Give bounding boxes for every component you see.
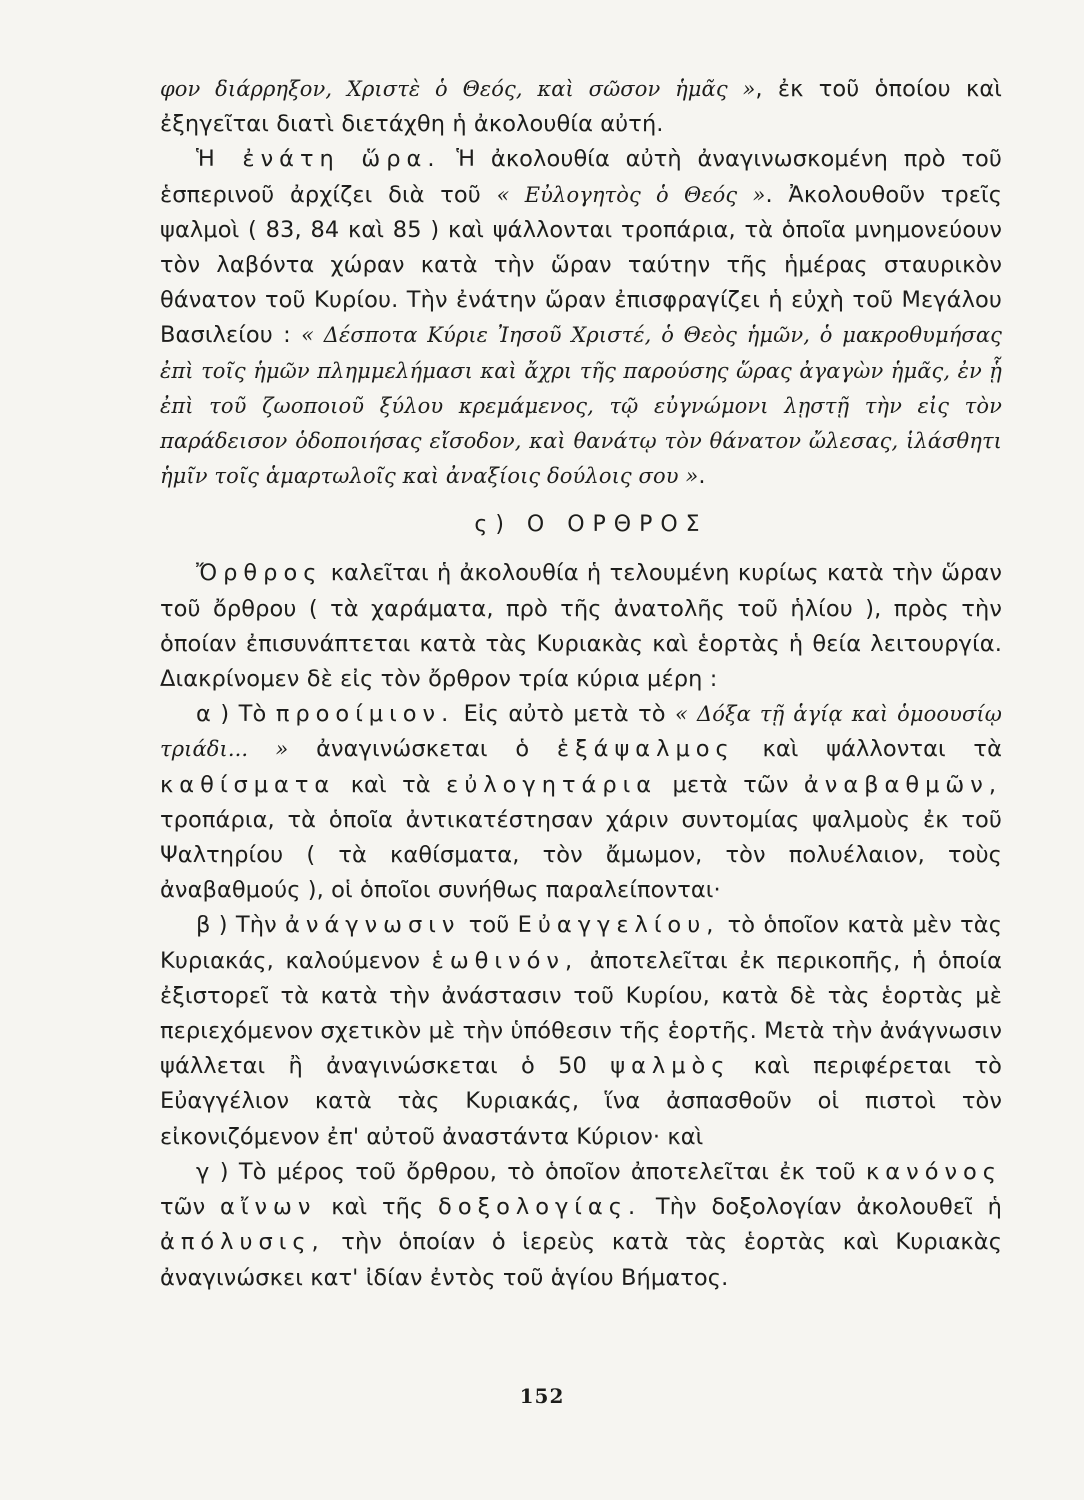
text-run: Ἡ ἀκολουθία αὐτὴ ἀναγινωσκομένη πρὸ τοῦ ἑσπερινοῦ ἀρχίζει διὰ τοῦ [160,146,1003,208]
term-ninth-hour: Ἡ ἐνάτη ὥρα. [196,146,441,173]
text-run: καὶ περιφέρεται τὸ Εὐαγγέλιον κατὰ τὰς Κυριακάς, ἵνα ἀσπασθοῦν οἱ πιστοὶ τὸν εἰκονιζόμενον ἐπ' αὐτοῦ ἀναστάντα Κύριον· καὶ [160,1053,1002,1150]
page-body [160,72,1002,1296]
text-run: β ) Τὴν [196,912,286,939]
paragraph-part-c [160,1155,1002,1296]
text-run: καὶ τὰ [335,771,447,798]
term-evlogitaria: εὐλογητάρια [446,771,658,798]
term-doxologias: δοξολογίας. [438,1194,642,1221]
paragraph-ninth-hour [160,142,1002,494]
paragraph-part-b [160,908,1002,1154]
text-run: τῶν [160,1194,221,1221]
quote-doxa: « Δόξα τῇ ἁγίᾳ καὶ ὁμοουσίῳ τριάδι... » [160,702,1002,762]
term-psalmos: ψαλμὸς [610,1053,731,1080]
text-run: τὸ ὁποῖον κατὰ μὲν τὰς Κυριακάς, καλούμενον [160,912,1002,974]
text-run: γ ) Τὸ μέρος τοῦ ὄρθρου, τὸ ὁποῖον ἀποτελεῖται ἐκ τοῦ [196,1158,867,1185]
text-run: καὶ ψάλλονται τὰ [734,736,1002,763]
term-evangeliou: Εὐαγγελίου, [517,912,720,939]
term-ainon: αἴνων [220,1194,317,1221]
text-run: , ἐκ τοῦ ὁποίου καὶ ἐξηγεῖται διατὶ διετάχθη ἡ ἀκολουθία αὐτή. [160,76,1002,138]
term-hexapsalmos: ἑξάψαλμος [556,736,735,763]
text-run: τὴν ὁποίαν ὁ ἱερεὺς κατὰ τὰς ἑορτὰς καὶ Κυριακὰς ἀναγινώσκει κατ' ἰδίαν ἐντὸς τοῦ ἁγίου Βήματος. [160,1229,1002,1291]
text-run: . Ἀκολουθοῦν τρεῖς ψαλμοὶ ( 83, 84 καὶ 85 ) καὶ ψάλλονται τροπάρια, τὰ ὁποῖα μνημονεύουν τὸν λαβόντα χώραν κατὰ τὴν ὥραν ταύτην τῆς ἡμέρας σταυρικὸν θάνατον τοῦ Κυρίου. Τὴν ἐνάτην ὥραν ἐπισφραγίζει ἡ εὐχὴ τοῦ Μεγάλου Βασιλείου : [160,181,1003,349]
paragraph-continuation [160,72,1002,142]
text-run: τοῦ [460,912,518,939]
quote-prayer-basil: « Δέσποτα Κύριε Ἰησοῦ Χριστέ, ὁ Θεὸς ἡμῶν, ὁ μακροθυμήσας ἐπὶ τοῖς ἡμῶν πλημμελήμασι καὶ ἄχρι τῆς παρούσης ὥρας ἀγαγὼν ἡμᾶς, ἐν ᾗ ἐπὶ τοῦ ζωοποιοῦ ξύλου κρεμάμενος, τῷ εὐγνώμονι λῃστῇ τὴν εἰς τὸν παράδεισον ὁδοποιήσας εἴσοδον, καὶ θανάτῳ τὸν θάνατον ὤλεσας, ἱλάσθητι ἡμῖν τοῖς ἁμαρτωλοῖς καὶ ἀναξίοις δούλοις σου » [160,323,1002,489]
term-anagnosin: ἀνάγνωσιν [285,912,461,939]
quote-eulogitos: « Εὐλογητὸς ὁ Θεός » [496,182,766,207]
paragraph-orthros [160,556,1002,697]
paragraph-part-a [160,697,1002,908]
term-apolysis: ἀπόλυσις, [160,1229,325,1256]
text-run: α ) Τὸ [196,701,276,728]
text-run: ἀποτελεῖται ἐκ περικοπῆς, ἡ ὁποία ἐξιστορεῖ τὰ κατὰ τὴν ἀνάστασιν τοῦ Κυρίου, κατὰ δὲ τὰς ἑορτὰς μὲ περιεχόμενον σχετικὸν μὲ τὴν ὑπόθεσιν τῆς ἑορτῆς. Μετὰ τὴν ἀνάγνωσιν ψάλλεται ἢ ἀναγινώσκεται ὁ 50 [160,947,1002,1080]
page-number: 152 [519,1384,565,1408]
term-anavathmoi: ἀναβαθμῶν, [803,771,1002,798]
text-run: Τὴν δοξολογίαν ἀκολουθεῖ ἡ [641,1194,1002,1221]
text-run: Εἰς αὐτὸ μετὰ τὸ [454,701,676,728]
text-run: . [698,463,706,490]
text-run: καὶ τῆς [316,1194,439,1221]
text-run: καλεῖται ἡ ἀκολουθία ἡ τελουμένη κυρίως κατὰ τὴν ὥραν τοῦ ὄρθρου ( τὰ χαράματα, πρὸ τῆς ἀνατολῆς τοῦ ἡλίου ), πρὸς τὴν ὁποίαν ἐπισυνάπτεται κατὰ τὰς Κυριακὰς καὶ ἑορτὰς ἡ θεία λειτουργία. Διακρίνομεν δὲ εἰς τὸν ὄρθρον τρία κύρια μέρη : [160,560,1002,693]
quote-prayer-fragment: φον διάρρηξον, Χριστὲ ὁ Θεός, καὶ σῶσον ἡμᾶς » [160,77,756,101]
term-prooimion: προοίμιον. [275,701,455,728]
text-run: ἀναγινώσκεται ὁ [288,736,557,763]
term-eothinon: ἑωθινόν, [431,947,579,974]
term-kanonos: κανόνος [866,1158,1002,1185]
section-heading-orthros: ς) Ο ΟΡΘΡΟΣ [474,512,708,538]
term-orthros: Ὄρθρος [196,560,323,587]
text-run: τροπάρια, τὰ ὁποῖα ἀντικατέστησαν χάριν συντομίας ψαλμοὺς ἐκ τοῦ Ψαλτηρίου ( τὰ καθίσματα, τὸν ἄμωμον, τὸν πολυέλαιον, τοὺς ἀναβαθμούς ), οἱ ὁποῖοι συνήθως παραλείπονται· [160,806,1002,904]
term-kathismata: καθίσματα [160,771,336,798]
text-run: μετὰ τῶν [657,771,804,798]
